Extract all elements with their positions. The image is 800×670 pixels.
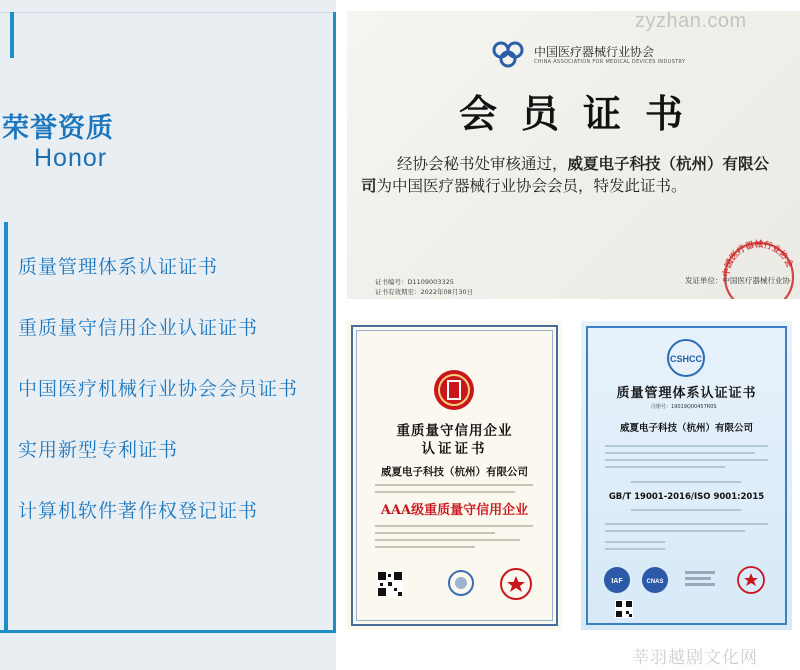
association-name: 中国医疗器械行业协会: [534, 45, 655, 59]
red-seal-icon: [719, 233, 797, 299]
text-line: [375, 539, 520, 541]
text-line: [375, 532, 495, 534]
list-item-software-cert[interactable]: 计算机软件著作权登记证书: [18, 500, 259, 522]
association-name-en: CHINA ASSOCIATION FOR MEDICAL DEVICES INDUSTRY: [534, 59, 686, 65]
member-certificate-image[interactable]: [347, 11, 800, 299]
svg-text:中国医疗器械行业协会: [721, 239, 796, 277]
credit-certificate-company: 威夏电子科技（杭州）有限公司: [381, 466, 528, 478]
frame-bottom-border: [0, 630, 336, 633]
list-item-member-cert[interactable]: 中国医疗机械行业协会会员证书: [18, 378, 299, 400]
text-line: [375, 484, 533, 486]
list-item-patent-cert[interactable]: 实用新型专利证书: [18, 439, 179, 461]
text-line: [631, 481, 741, 483]
association-logo-icon: [489, 39, 529, 69]
quality-certificate-title: 质量管理体系认证证书: [616, 386, 757, 401]
credit-certificate-title: 重质量守信用企业: [396, 423, 513, 439]
text-line: [605, 530, 745, 532]
credit-emblem-icon: [430, 366, 478, 414]
member-certificate-number: 证书编号：D1109003325: [375, 278, 454, 286]
credit-certificate-image[interactable]: [347, 321, 562, 630]
text-line: [605, 452, 755, 454]
quality-certificate-reg-no: 注册号：19019Q00457R0S: [651, 404, 717, 410]
text-line: [375, 546, 475, 548]
frame-top-line: [0, 12, 336, 13]
footer-site-text: 莘羽越剧文化网: [632, 648, 758, 668]
accreditation-badges: [603, 565, 773, 595]
honor-title: 荣誉资质: [2, 113, 114, 144]
site-watermark: zyzhan.com: [635, 10, 747, 32]
credit-certificate-subtitle: 认证证书: [421, 441, 488, 457]
member-certificate-issuer: 发证单位：中国医疗器械行业协: [685, 276, 790, 285]
qr-code-icon: [615, 600, 633, 618]
text-line: [605, 548, 665, 550]
text-line: [375, 491, 515, 493]
text-line: [605, 445, 768, 447]
cshcc-logo-text: CSHCC: [669, 354, 703, 364]
qr-code-icon: [377, 571, 403, 597]
list-accent-bar: [4, 222, 8, 632]
red-stamp-icon: [499, 567, 533, 601]
text-line: [605, 523, 768, 525]
list-item-quality-cert[interactable]: 质量管理体系认证证书: [18, 256, 219, 278]
text-line: [605, 541, 665, 543]
zts-logo-icon: [447, 569, 475, 597]
cshcc-logo-icon: [664, 338, 708, 378]
member-certificate-valid-date: 证书有效期至：2022年08月30日: [375, 288, 474, 296]
seal-text: 中国医疗器械行业协会: [721, 239, 795, 278]
quality-certificate-standard: GB/T 19001-2016/ISO 9001:2015: [608, 492, 765, 502]
header-accent-bar: [10, 12, 14, 58]
member-certificate-title: 会员证书: [459, 91, 708, 136]
quality-certificate-company: 威夏电子科技（杭州）有限公司: [619, 423, 753, 434]
text-line: [605, 459, 768, 461]
text-line: [375, 525, 533, 527]
frame-right-border: [333, 12, 336, 632]
text-line: [605, 466, 725, 468]
text-line: [631, 509, 741, 511]
iaf-badge-text: IAF: [611, 578, 623, 585]
credit-grade: AAA级重质量守信用企业: [380, 503, 529, 518]
cnas-badge-text: CNAS: [646, 579, 664, 585]
list-item-credit-cert[interactable]: 重质量守信用企业认证证书: [18, 317, 259, 339]
honor-subtitle: Honor: [34, 144, 108, 172]
member-certificate-body: 经协会秘书处审核通过，威夏电子科技（杭州）有限公司为中国医疗器械行业协会会员，特发此证书。: [361, 154, 770, 195]
quality-certificate-image[interactable]: [581, 321, 792, 630]
